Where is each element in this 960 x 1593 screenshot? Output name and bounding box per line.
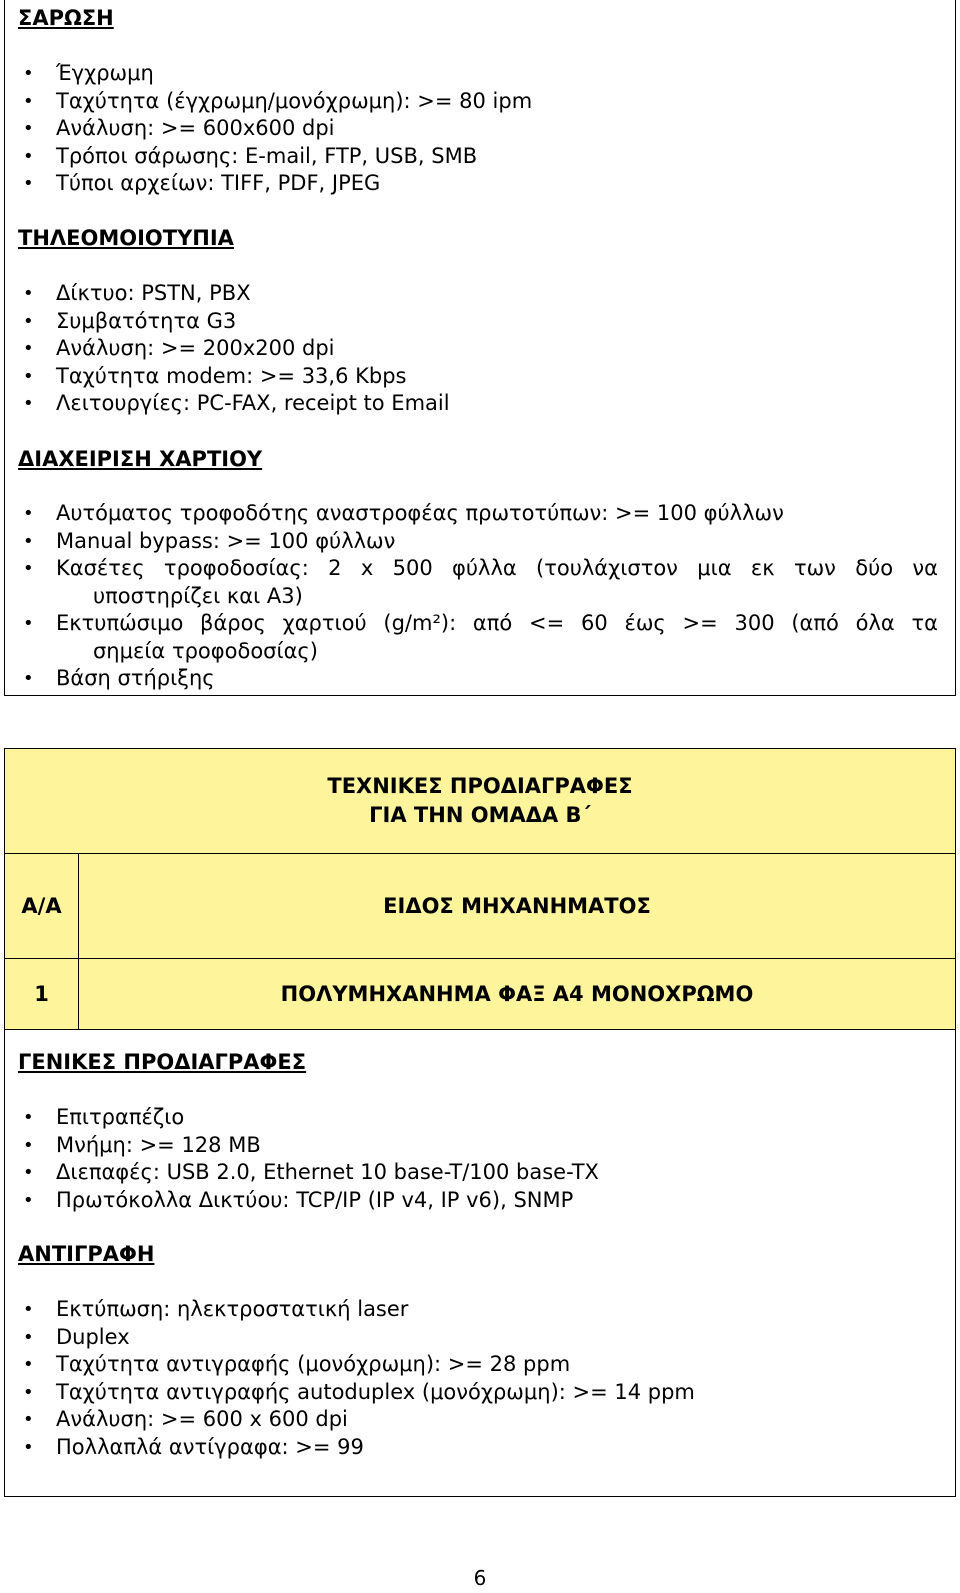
spec-section-top (4, 0, 956, 696)
list-item: • Ταχύτητα modem: >= 33,6 Kbps (18, 363, 938, 391)
list-item: • Ταχύτητα (έγχρωμη/μονόχρωμη): >= 80 ipm (18, 88, 938, 116)
list-item: • Διεπαφές: USB 2.0, Ethernet 10 base-T/100 base-TX (18, 1159, 938, 1187)
paper-heading: ΔΙΑΧΕΙΡΙΣΗ ΧΑΡΤΙΟΥ (18, 447, 263, 471)
list-item: • Ταχύτητα αντιγραφής (μονόχρωμη): >= 28 ppm (18, 1351, 938, 1379)
list-item: • Λειτουργίες: PC-FAX, receipt to Email (18, 390, 938, 418)
list-item: • Πολλαπλά αντίγραφα: >= 99 (18, 1434, 938, 1462)
fax-list (18, 280, 938, 418)
list-item: • Εκτύπωση: ηλεκτροστατική laser (18, 1296, 938, 1324)
row-number: 1 (4, 958, 79, 1030)
list-item: • Ανάλυση: >= 200x200 dpi (18, 335, 938, 363)
group-title-line1: ΤΕΧΝΙΚΕΣ ΠΡΟΔΙΑΓΡΑΦΕΣ (327, 774, 633, 798)
general-list (18, 1104, 938, 1214)
list-item: • Εκτυπώσιμο βάρος χαρτιού (g/m²): από <= 60 έως >= 300 (από όλα τα (18, 610, 938, 638)
list-item: • Τύποι αρχείων: TIFF, PDF, JPEG (18, 170, 938, 198)
spec-section-bottom (4, 1029, 956, 1497)
list-item: • Κασέτες τροφοδοσίας: 2 x 500 φύλλα (τουλάχιστον μια εκ των δύο να (18, 555, 938, 583)
list-item: • Πρωτόκολλα Δικτύου: TCP/IP (IP v4, IP v6), SNMP (18, 1187, 938, 1215)
group-title-line2: ΓΙΑ ΤΗΝ ΟΜΑΔΑ Β΄ (369, 803, 591, 827)
paper-list (18, 500, 938, 693)
list-item: • Επιτραπέζιο (18, 1104, 938, 1132)
list-item: • Μνήμη: >= 128 MB (18, 1132, 938, 1160)
scan-heading: ΣΑΡΩΣΗ (18, 6, 114, 30)
list-item: • Duplex (18, 1324, 938, 1352)
page-number: 6 (473, 1566, 487, 1590)
list-item: • Συμβατότητα G3 (18, 308, 938, 336)
list-item: • Ταχύτητα αντιγραφής autoduplex (μονόχρωμη): >= 14 ppm (18, 1379, 938, 1407)
list-item: • Τρόποι σάρωσης: E-mail, FTP, USB, SMB (18, 143, 938, 171)
col-header-item-type: ΕΙΔΟΣ ΜΗΧΑΝΗΜΑΤΟΣ (78, 853, 956, 959)
list-item-continuation: σημεία τροφοδοσίας) (93, 638, 318, 663)
copy-heading: ΑΝΤΙΓΡΑΦΗ (18, 1242, 155, 1266)
col-header-number: Α/Α (4, 853, 79, 959)
list-item: • Manual bypass: >= 100 φύλλων (18, 528, 938, 556)
list-item: • Δίκτυο: PSTN, PBX (18, 280, 938, 308)
list-item: • Έγχρωμη (18, 60, 938, 88)
list-item: • Ανάλυση: >= 600x600 dpi (18, 115, 938, 143)
fax-heading: ΤΗΛΕΟΜΟΙΟΤΥΠΙΑ (18, 226, 234, 250)
row-item-name: ΠΟΛΥΜΗΧΑΝΗΜΑ ΦΑΞ Α4 ΜΟΝΟΧΡΩΜΟ (78, 958, 956, 1030)
scan-list (18, 60, 938, 198)
copy-list (18, 1296, 938, 1461)
list-item-continuation: υποστηρίζει και A3) (93, 583, 303, 608)
list-item: • Βάση στήριξης (18, 665, 938, 693)
group-title (4, 748, 956, 854)
general-heading: ΓΕΝΙΚΕΣ ΠΡΟΔΙΑΓΡΑΦΕΣ (18, 1050, 307, 1074)
list-item: • Αυτόματος τροφοδότης αναστροφέας πρωτοτύπων: >= 100 φύλλων (18, 500, 938, 528)
list-item: • Ανάλυση: >= 600 x 600 dpi (18, 1406, 938, 1434)
